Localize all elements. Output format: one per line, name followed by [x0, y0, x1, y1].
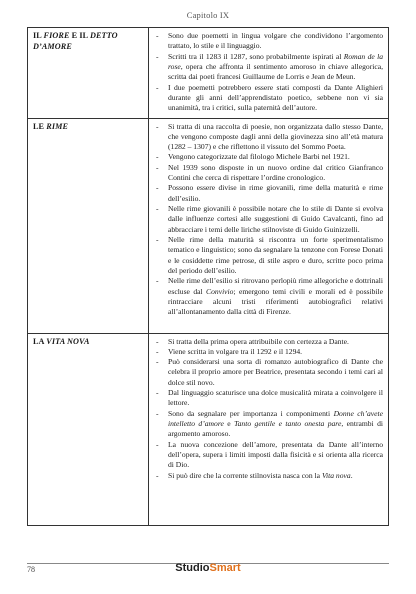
list-item: - Nelle rime giovanili è possibile notare che lo stile di Dante si evolva dalle influenze cortesi alle suggestioni di Guido Cavalcanti, fino ad abbracciare i temi delle liriche stilnoviste di Guido Guinizzelli.	[154, 204, 383, 235]
list-item: - Può considerarsi una sorta di romanzo autobiografico di Dante che celebra il proprio amore per Beatrice, presentata secondo i temi cari al dolce stil novo.	[154, 357, 383, 388]
list-item: - I due poemetti potrebbero essere stati composti da Dante Alighieri durante gli anni dell’apprendistato poetico, sebbene non vi sia unanimità, tra i critici, sulla paternità dell’autore.	[154, 83, 383, 114]
table-row	[28, 118, 389, 333]
list-item: - Nelle rime dell’esilio si ritrovano perlopiù rime allegoriche e dottrinali escluse dal Convivio; emergono temi civili e morali ed è possibile rintracciare alcuni tristi riferimenti autobiografici relativi all’allontanamento dalla città di Firenze.	[154, 276, 383, 317]
running-head: Capitolo IX	[186, 10, 230, 20]
studiosmart-logo: StudioSmart	[175, 562, 241, 574]
term-title: DETTO D’AMORE	[33, 31, 118, 51]
list-item: - Vengono categorizzate dal filologo Michele Barbi nel 1921.	[154, 152, 383, 162]
term-cell	[28, 28, 149, 119]
description-cell	[149, 28, 389, 119]
description-cell	[149, 118, 389, 333]
list-item: - Nel 1939 sono disposte in un nuovo ordine dal critico Gianfranco Contini che cerca di rispettare l’ordine cronologico.	[154, 163, 383, 184]
table-row	[28, 333, 389, 525]
term-title: FIORE	[43, 31, 70, 40]
term-cell	[28, 118, 149, 333]
term-text: E IL	[69, 31, 90, 40]
term-title: VITA NOVA	[46, 336, 90, 346]
list-item: - Sono due poemetti in lingua volgare che condividono l’argomento trattato, lo stile e il linguaggio.	[154, 31, 383, 52]
content-table	[27, 27, 389, 526]
bullet-list	[154, 31, 383, 114]
list-item: - Scritti tra il 1283 il 1287, sono probabilmente ispirati al Roman de la rose, opera che affronta il sentimento amoroso in chiave allegorica, scritta dai poeti francesi Guillaume de Lorris e Jean de Meun.	[154, 52, 383, 83]
list-item: - Si tratta della prima opera attribuibile con certezza a Dante.	[154, 337, 383, 347]
bullet-list	[154, 337, 383, 481]
list-item: - Si può dire che la corrente stilnovista nasca con la Vita nova.	[154, 471, 383, 481]
table-row	[28, 28, 389, 119]
list-item: - Sono da segnalare per importanza i componimenti Donne ch’avete intelletto d’amore e Tanto gentile e tanto onesta pare, entrambi di argomento amoroso.	[154, 409, 383, 440]
list-item: - Si tratta di una raccolta di poesie, non organizzata dallo stesso Dante, che vengono composte dagli anni della giovinezza sino all’età matura (1282 – 1307) e che riflettono il vissuto del Sommo Poeta.	[154, 122, 383, 153]
term-text: LA	[33, 336, 47, 346]
page-number: 78	[27, 565, 35, 574]
term-text: LE	[33, 121, 47, 131]
term-text: IL	[33, 31, 44, 40]
list-item: - Nelle rime della maturità si riscontra un forte sperimentalismo tematico e linguistico; sono da segnalare la tenzone con Forese Donati e le cosiddette rime petrose, di stile aspro e duro, scritte poco prima del periodo dell’esilio.	[154, 235, 383, 276]
list-item: - Possono essere divise in rime giovanili, rime della maturità e rime dell’esilio.	[154, 183, 383, 204]
list-item: - La nuova concezione dell’amore, presentata da Dante all’interno dell’opera, supera i limiti imposti dalla fisicità e si orienta alla ricerca di Dio.	[154, 440, 383, 471]
list-item: - Viene scritta in volgare tra il 1292 e il 1294.	[154, 347, 383, 357]
bullet-list	[154, 122, 383, 318]
term-title: RIME	[46, 121, 69, 131]
list-item: - Dal linguaggio scaturisce una dolce musicalità mirata a coinvolgere il lettore.	[154, 388, 383, 409]
description-cell	[149, 333, 389, 525]
term-cell	[28, 333, 149, 525]
